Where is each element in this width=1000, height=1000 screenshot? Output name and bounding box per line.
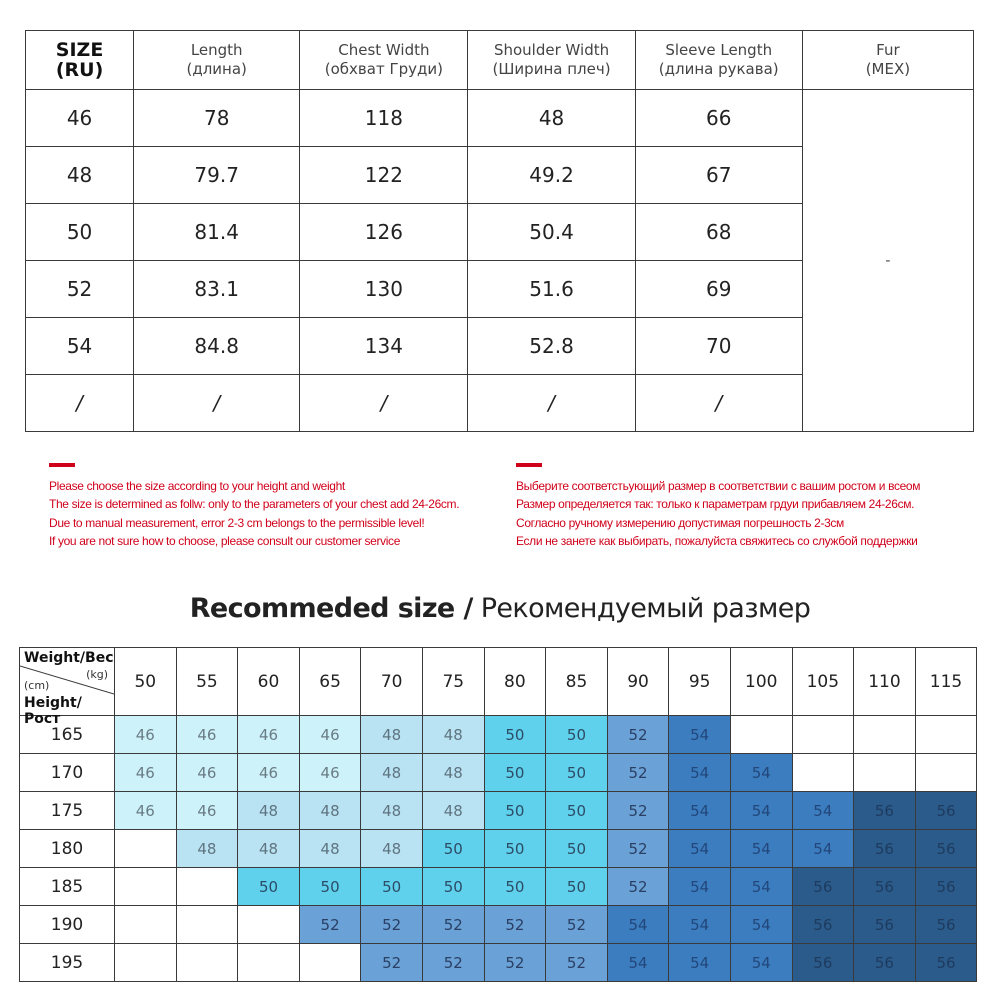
weight-header-cell: 70 bbox=[361, 648, 423, 716]
recommended-size-cell: 50 bbox=[546, 792, 608, 830]
header-size-sub: (RU) bbox=[55, 59, 104, 81]
recommended-size-cell: 50 bbox=[484, 754, 546, 792]
size-cell: 66 bbox=[635, 90, 802, 147]
recommended-size-cell: 50 bbox=[299, 868, 361, 906]
recommended-size-cell: 56 bbox=[854, 944, 916, 982]
recommended-size-cell: 54 bbox=[792, 792, 854, 830]
height-row bbox=[20, 792, 977, 830]
size-chart-table bbox=[25, 30, 974, 432]
weight-header-cell: 50 bbox=[115, 648, 177, 716]
recommended-size-cell: 54 bbox=[669, 792, 731, 830]
weight-axis-label: Weight/Вес bbox=[24, 650, 114, 666]
recommended-size-cell: 50 bbox=[546, 754, 608, 792]
empty-size-cell bbox=[176, 868, 238, 906]
recommended-size-cell: 54 bbox=[730, 906, 792, 944]
size-cell: 70 bbox=[635, 318, 802, 375]
accent-bar bbox=[49, 463, 75, 467]
recommended-size-cell: 46 bbox=[176, 792, 238, 830]
recommended-size-cell: 50 bbox=[422, 830, 484, 868]
size-cell: 84.8 bbox=[134, 318, 300, 375]
note-line: The size is determined as follw: only to the parameters of your chest add 24-26cm. bbox=[49, 497, 460, 512]
recommended-size-cell: 50 bbox=[484, 830, 546, 868]
recommended-size-cell: 52 bbox=[299, 906, 361, 944]
header-fur-main: Fur bbox=[876, 41, 900, 59]
recommended-size-cell: 52 bbox=[484, 944, 546, 982]
height-row bbox=[20, 716, 977, 754]
weight-header-cell: 80 bbox=[484, 648, 546, 716]
recommended-size-cell: 56 bbox=[854, 792, 916, 830]
empty-size-cell bbox=[915, 754, 977, 792]
recommended-size-cell: 54 bbox=[669, 944, 731, 982]
size-cell: / bbox=[134, 375, 300, 432]
recommended-size-cell: 54 bbox=[730, 868, 792, 906]
header-chest-width bbox=[300, 31, 468, 90]
weight-header-cell: 95 bbox=[669, 648, 731, 716]
header-length bbox=[134, 31, 300, 90]
header-sleeve-main: Sleeve Length bbox=[665, 41, 773, 59]
recommended-size-cell: 52 bbox=[422, 906, 484, 944]
empty-size-cell bbox=[915, 716, 977, 754]
size-cell: 122 bbox=[300, 147, 468, 204]
header-length-main: Length bbox=[190, 41, 243, 59]
recommended-size-grid bbox=[19, 647, 977, 982]
note-line: Due to manual measurement, error 2-3 cm belongs to the permissible level! bbox=[49, 515, 425, 530]
note-line: Please choose the size according to your height and weight bbox=[49, 479, 345, 493]
empty-size-cell bbox=[792, 716, 854, 754]
recommended-size-cell: 54 bbox=[730, 754, 792, 792]
empty-size-cell bbox=[730, 716, 792, 754]
recommended-size-cell: 52 bbox=[484, 906, 546, 944]
notes-russian bbox=[516, 463, 986, 551]
recommended-size-cell: 46 bbox=[238, 716, 300, 754]
size-cell: 79.7 bbox=[134, 147, 300, 204]
header-shoulder-width bbox=[468, 31, 635, 90]
recommended-size-cell: 56 bbox=[915, 944, 977, 982]
grid-corner-cell bbox=[20, 648, 115, 727]
weight-header-cell: 100 bbox=[730, 648, 792, 716]
recommended-size-cell: 50 bbox=[484, 868, 546, 906]
recommended-size-cell: 52 bbox=[607, 754, 669, 792]
recommended-size-cell: 50 bbox=[546, 716, 608, 754]
header-sleeve-length bbox=[635, 31, 802, 90]
height-label-cell: 170 bbox=[20, 754, 115, 792]
size-cell: 69 bbox=[635, 261, 802, 318]
empty-size-cell bbox=[115, 944, 177, 982]
recommended-size-cell: 52 bbox=[607, 716, 669, 754]
weight-header-row bbox=[20, 648, 977, 716]
recommended-size-cell: 54 bbox=[669, 754, 731, 792]
size-cell: 50.4 bbox=[468, 204, 635, 261]
height-label-cell: 185 bbox=[20, 868, 115, 906]
recommended-size-cell: 54 bbox=[669, 830, 731, 868]
recommended-size-cell: 50 bbox=[546, 868, 608, 906]
height-label-cell: 180 bbox=[20, 830, 115, 868]
size-cell: 68 bbox=[635, 204, 802, 261]
size-cell: / bbox=[26, 375, 134, 432]
size-cell: / bbox=[468, 375, 635, 432]
height-label-cell: 190 bbox=[20, 906, 115, 944]
recommended-size-cell: 46 bbox=[176, 754, 238, 792]
recommended-size-cell: 54 bbox=[669, 868, 731, 906]
height-row bbox=[20, 906, 977, 944]
note-line: Размер определяется так: только к параметрам грдуи прибавляем 24-26см. bbox=[516, 497, 915, 512]
recommended-size-cell: 52 bbox=[607, 830, 669, 868]
recommended-size-cell: 54 bbox=[669, 716, 731, 754]
height-row bbox=[20, 830, 977, 868]
recommended-title-bold: Recommeded size / bbox=[189, 593, 473, 624]
size-cell: 52.8 bbox=[468, 318, 635, 375]
header-sleeve-sub: (длина рукава) bbox=[658, 60, 779, 78]
size-row bbox=[26, 90, 974, 147]
header-fur bbox=[802, 31, 973, 90]
recommended-size-cell: 52 bbox=[607, 868, 669, 906]
recommended-size-cell: 56 bbox=[915, 868, 977, 906]
recommended-size-cell: 48 bbox=[361, 716, 423, 754]
empty-size-cell bbox=[115, 868, 177, 906]
weight-header-cell: 105 bbox=[792, 648, 854, 716]
recommended-size-cell: 46 bbox=[115, 716, 177, 754]
size-cell: 50 bbox=[26, 204, 134, 261]
height-row bbox=[20, 868, 977, 906]
size-cell: 126 bbox=[300, 204, 468, 261]
note-line: Если не занете как выбирать, пожалуйста свяжитесь со службой поддержки bbox=[516, 534, 918, 549]
size-cell: 130 bbox=[300, 261, 468, 318]
recommended-size-cell: 46 bbox=[299, 716, 361, 754]
recommended-size-cell: 48 bbox=[422, 716, 484, 754]
recommended-size-cell: 56 bbox=[792, 906, 854, 944]
recommended-size-cell: 46 bbox=[299, 754, 361, 792]
size-cell: 51.6 bbox=[468, 261, 635, 318]
recommended-size-cell: 48 bbox=[299, 830, 361, 868]
empty-size-cell bbox=[854, 754, 916, 792]
size-cell: 48 bbox=[468, 90, 635, 147]
height-row bbox=[20, 754, 977, 792]
recommended-size-cell: 52 bbox=[546, 944, 608, 982]
recommended-size-cell: 56 bbox=[915, 792, 977, 830]
header-shoulder-main: Shoulder Width bbox=[493, 41, 610, 59]
size-cell: 134 bbox=[300, 318, 468, 375]
size-cell: 83.1 bbox=[134, 261, 300, 318]
size-cell: 78 bbox=[134, 90, 300, 147]
recommended-size-cell: 48 bbox=[176, 830, 238, 868]
recommended-size-cell: 48 bbox=[299, 792, 361, 830]
note-line: Согласно ручному измерению допустимая погрешность 2-3см bbox=[516, 515, 844, 530]
weight-header-cell: 60 bbox=[238, 648, 300, 716]
recommended-size-cell: 56 bbox=[792, 944, 854, 982]
recommended-size-cell: 50 bbox=[238, 868, 300, 906]
empty-size-cell bbox=[115, 906, 177, 944]
recommended-size-cell: 54 bbox=[669, 906, 731, 944]
size-cell: 52 bbox=[26, 261, 134, 318]
recommended-size-cell: 46 bbox=[176, 716, 238, 754]
weight-header-cell: 65 bbox=[299, 648, 361, 716]
note-line: If you are not sure how to choose, please consult our customer service bbox=[49, 534, 401, 549]
recommended-size-cell: 54 bbox=[730, 944, 792, 982]
recommended-size-cell: 50 bbox=[484, 716, 546, 754]
size-cell: 54 bbox=[26, 318, 134, 375]
weight-header-cell: 110 bbox=[854, 648, 916, 716]
size-cell: 48 bbox=[26, 147, 134, 204]
recommended-size-title bbox=[0, 593, 1000, 624]
header-shoulder-sub: (Ширина плеч) bbox=[492, 60, 611, 78]
weight-header-cell: 90 bbox=[607, 648, 669, 716]
empty-size-cell bbox=[115, 830, 177, 868]
recommended-size-cell: 48 bbox=[361, 754, 423, 792]
header-fur-sub: (MEX) bbox=[865, 60, 911, 78]
weight-header-cell: 75 bbox=[422, 648, 484, 716]
empty-size-cell bbox=[238, 944, 300, 982]
size-cell: 49.2 bbox=[468, 147, 635, 204]
recommended-size-cell: 50 bbox=[546, 830, 608, 868]
recommended-size-cell: 46 bbox=[238, 754, 300, 792]
header-chest-main: Chest Width bbox=[338, 41, 430, 59]
recommended-size-cell: 56 bbox=[915, 906, 977, 944]
size-cell: 67 bbox=[635, 147, 802, 204]
recommended-size-cell: 52 bbox=[422, 944, 484, 982]
recommended-size-cell: 46 bbox=[115, 754, 177, 792]
header-size bbox=[26, 31, 134, 90]
empty-size-cell bbox=[299, 944, 361, 982]
header-chest-sub: (обхват Груди) bbox=[324, 60, 443, 78]
weight-unit-label: (kg) bbox=[86, 668, 108, 681]
recommended-size-cell: 52 bbox=[607, 792, 669, 830]
recommended-size-cell: 48 bbox=[422, 792, 484, 830]
recommended-title-light: Рекомендуемый размер bbox=[472, 593, 811, 624]
recommended-size-cell: 56 bbox=[915, 830, 977, 868]
size-cell: 118 bbox=[300, 90, 468, 147]
recommended-size-cell: 50 bbox=[422, 868, 484, 906]
empty-size-cell bbox=[238, 906, 300, 944]
recommended-size-cell: 48 bbox=[238, 792, 300, 830]
note-line: Выберите соответстьующий размер в соответствии с вашим ростом и всеом bbox=[516, 479, 921, 493]
weight-header-cell: 115 bbox=[915, 648, 977, 716]
height-label-cell: 175 bbox=[20, 792, 115, 830]
header-length-sub: (длина) bbox=[186, 60, 247, 78]
recommended-size-cell: 54 bbox=[730, 792, 792, 830]
recommended-size-cell: 54 bbox=[792, 830, 854, 868]
recommended-size-cell: 54 bbox=[730, 830, 792, 868]
recommended-size-cell: 50 bbox=[361, 868, 423, 906]
recommended-size-cell: 48 bbox=[361, 792, 423, 830]
height-label-cell: 165 bbox=[20, 716, 115, 754]
size-cell: / bbox=[300, 375, 468, 432]
recommended-size-cell: 50 bbox=[484, 792, 546, 830]
recommended-size-cell: 52 bbox=[546, 906, 608, 944]
recommended-size-cell: 56 bbox=[792, 868, 854, 906]
recommended-size-cell: 48 bbox=[361, 830, 423, 868]
size-cell: 46 bbox=[26, 90, 134, 147]
empty-size-cell bbox=[176, 944, 238, 982]
empty-size-cell bbox=[176, 906, 238, 944]
weight-header-cell: 55 bbox=[176, 648, 238, 716]
recommended-size-cell: 48 bbox=[422, 754, 484, 792]
size-cell: 81.4 bbox=[134, 204, 300, 261]
height-label-cell: 195 bbox=[20, 944, 115, 982]
recommended-size-cell: 52 bbox=[361, 944, 423, 982]
height-unit-label: (cm) bbox=[24, 679, 50, 692]
recommended-size-cell: 56 bbox=[854, 830, 916, 868]
empty-size-cell bbox=[854, 716, 916, 754]
fur-value-cell: - bbox=[802, 90, 973, 432]
weight-header-cell: 85 bbox=[546, 648, 608, 716]
recommended-size-cell: 56 bbox=[854, 906, 916, 944]
recommended-size-cell: 56 bbox=[854, 868, 916, 906]
recommended-size-cell: 48 bbox=[238, 830, 300, 868]
recommended-size-cell: 54 bbox=[607, 944, 669, 982]
height-row bbox=[20, 944, 977, 982]
height-axis-label: Height/Рост bbox=[24, 695, 82, 727]
accent-bar bbox=[516, 463, 542, 467]
recommended-size-cell: 52 bbox=[361, 906, 423, 944]
recommended-size-cell: 46 bbox=[115, 792, 177, 830]
empty-size-cell bbox=[792, 754, 854, 792]
size-cell: / bbox=[635, 375, 802, 432]
size-chart-header-row bbox=[26, 31, 974, 90]
header-size-main: SIZE bbox=[55, 39, 104, 61]
notes-english bbox=[49, 463, 509, 551]
recommended-size-cell: 54 bbox=[607, 906, 669, 944]
